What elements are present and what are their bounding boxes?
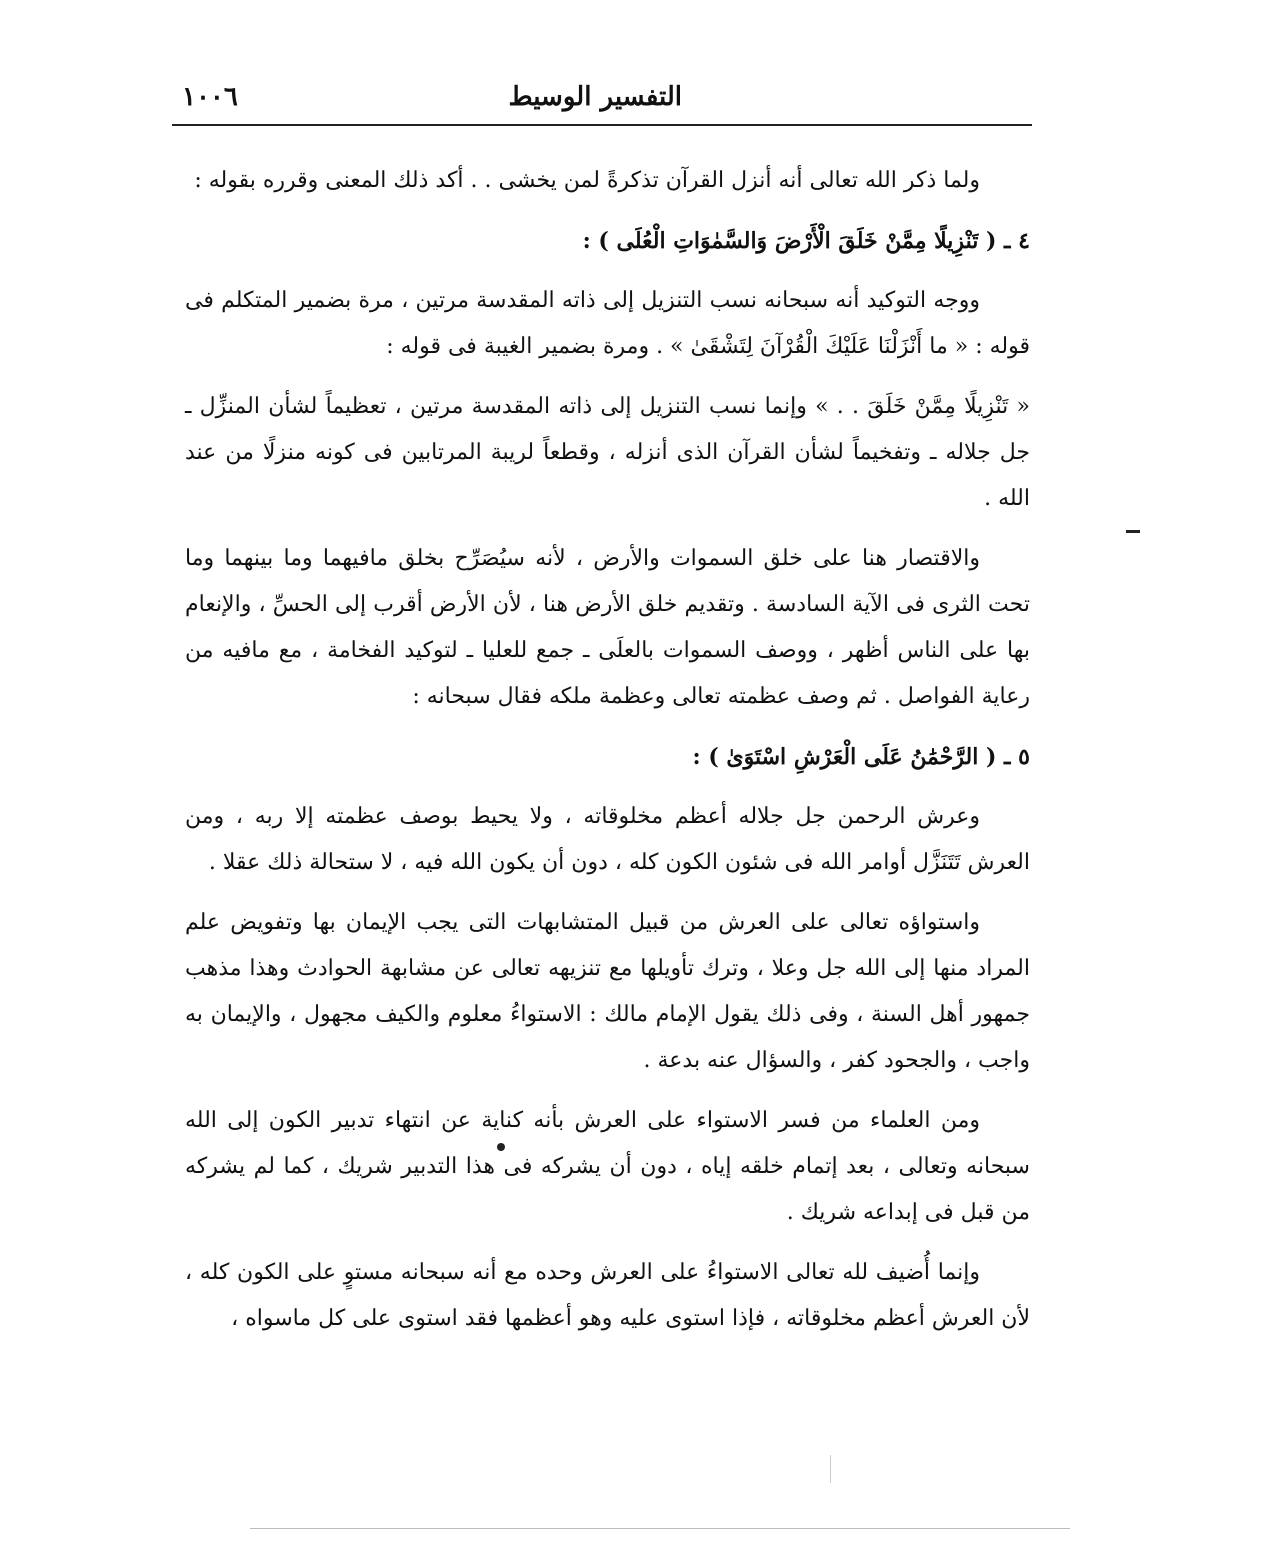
paragraph-3: « تَنْزِيلًا مِمَّنْ خَلَقَ . . » وإنما نسب التنزيل إلى ذاته المقدسة مرتين ، تعظيماً لشأن المنزِّل ـ جل جلاله ـ وتفخيماً لشأن القرآن الذى أنزله ، وقطعاً لريبة المرتابين فى كونه منزلًا من عند الله . (185, 394, 1030, 511)
paragraph-7: ومن العلماء من فسر الاستواء على العرش بأنه كناية عن انتهاء تدبير الكون إلى الله سبحانه وتعالى ، بعد إتمام خلقه إياه ، دون أن يشركه فى هذا التدبير شريك ، كما لم يشركه من قبل فى إبداعه شريك . (185, 1108, 1030, 1225)
page-number: ١٠٠٦ (182, 82, 238, 112)
running-title: التفسير الوسيط (508, 82, 682, 112)
verse-4: ٤ ـ ( تَنْزِيلًا مِمَّنْ خَلَقَ الْأَرْضَ وَالسَّمٰوَاتِ الْعُلَى ) : (582, 228, 1030, 254)
paragraph-6: واستواؤه تعالى على العرش من قبيل المتشابهات التى يجب الإيمان بها وتفويض علم المراد منها إلى الله جل وعلا ، وترك تأويلها مع تنزيهه تعالى عن مشابهة الحوادث وهذا مذهب جمهور أهل السنة ، وفى ذلك يقول الإمام مالك : الاستواءُ معلوم والكيف مجهول ، والإيمان به واجب ، والجحود كفر ، والسؤال عنه بدعة . (185, 910, 1030, 1073)
paragraph-5: وعرش الرحمن جل جلاله أعظم مخلوقاته ، ولا يحيط بوصف عظمته إلا ربه ، ومن العرش تَتَنَزَّل أوامر الله فى شئون الكون كله ، دون أن يكون الله فيه ، لا ستحالة ذلك عقلا . (185, 804, 1030, 875)
verse-5: ٥ ـ ( الرَّحْمَٰنُ عَلَى الْعَرْشِ اسْتَوَىٰ ) : (692, 744, 1030, 770)
page-header (172, 80, 1032, 120)
scan-tick (830, 1455, 831, 1483)
page-body (185, 158, 1030, 1356)
paragraph-1: ولما ذكر الله تعالى أنه أنزل القرآن تذكرةً لمن يخشى . . أكد ذلك المعنى وقرره بقوله : (194, 168, 980, 193)
paragraph-8: وإنما أُضيف لله تعالى الاستواءُ على العرش وحده مع أنه سبحانه مستوٍ على الكون كله ، لأن العرش أعظم مخلوقاته ، فإذا استوى عليه وهو أعظمها فقد استوى على كل ماسواه ، (185, 1260, 1030, 1331)
paragraph-4: والاقتصار هنا على خلق السموات والأرض ، لأنه سيُصَرِّح بخلق مافيهما وما بينهما وما تحت الثرى فى الآية السادسة . وتقديم خلق الأرض هنا ، لأن الأرض أقرب إلى الحسِّ ، والإنعام بها على الناس أظهر ، ووصف السموات بالعلَى ـ جمع للعليا ـ لتوكيد الفخامة ، مع مافيه من رعاية الفواصل . ثم وصف عظمته تعالى وعظمة ملكه فقال سبحانه : (185, 546, 1030, 709)
margin-mark (1126, 530, 1140, 533)
ink-dot (497, 1143, 505, 1151)
paragraph-2: ووجه التوكيد أنه سبحانه نسب التنزيل إلى ذاته المقدسة مرتين ، مرة بضمير المتكلم فى قوله : « ما أَنْزَلْنَا عَلَيْكَ الْقُرْآنَ لِتَشْقَىٰ » . ومرة بضمير الغيبة فى قوله : (185, 288, 1030, 359)
bottom-scan-line (250, 1528, 1070, 1529)
header-rule (172, 124, 1032, 126)
